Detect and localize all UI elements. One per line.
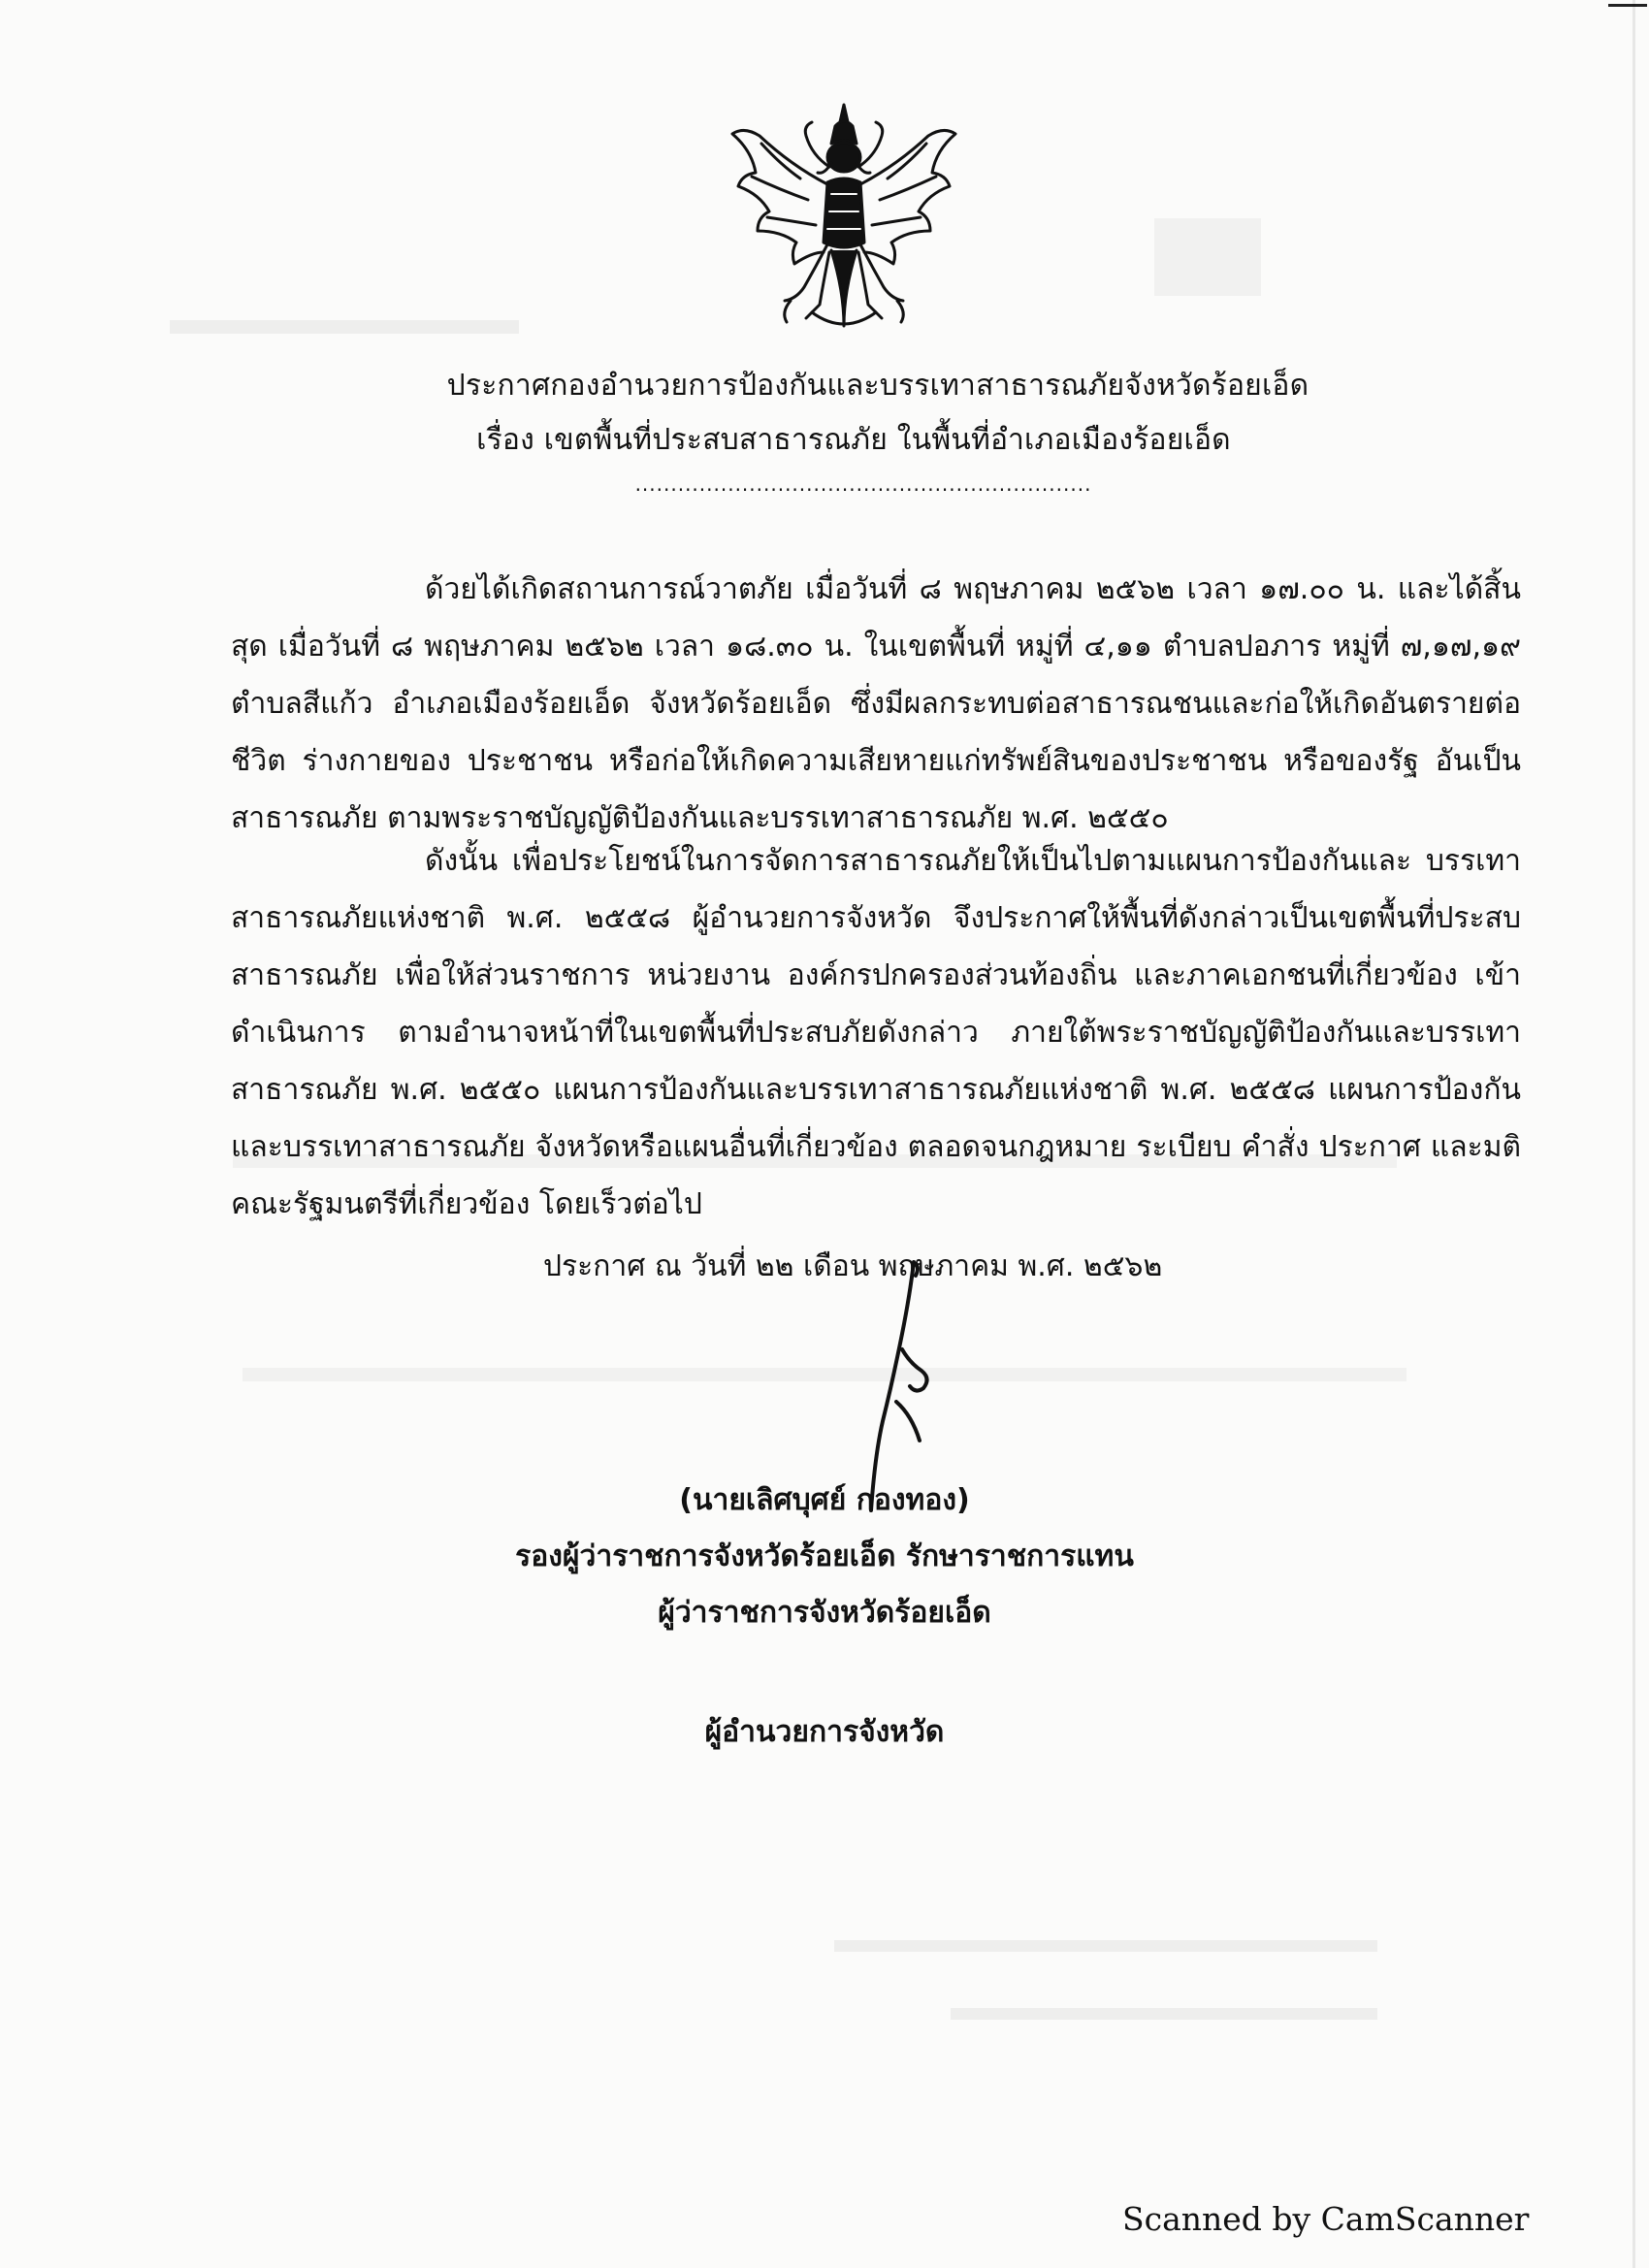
signature-block bbox=[0, 1473, 1649, 1641]
scan-edge-line bbox=[1633, 0, 1635, 2268]
signer-position: รองผู้ว่าราชการจังหวัดร้อยเอ็ด รักษาราชการแทน bbox=[515, 1539, 1134, 1573]
announcement-subject: เรื่อง เขตพื้นที่ประสบสาธารณภัย ในพื้นที่อำเภอเมืองร้อยเอ็ด bbox=[476, 423, 1231, 457]
scan-edge-mark bbox=[1608, 4, 1647, 7]
scanner-watermark: Scanned by CamScanner bbox=[1122, 2200, 1530, 2238]
body-paragraph-1: ด้วยได้เกิดสถานการณ์วาตภัย เมื่อวันที่ ๘ พฤษภาคม ๒๕๖๒ เวลา ๑๗.๐๐ น. และได้สิ้นสุด เมื่อวันที่ ๘ พฤษภาคม ๒๕๖๒ เวลา ๑๘.๓๐ น. ในเขตพื้นที่ หมู่ที่ ๔,๑๑ ตำบลปอภาร หมู่ที่ ๗,๑๗,๑๙ ตำบลสีแก้ว อำเภอเมืองร้อยเอ็ด จังหวัดร้อยเอ็ด ซึ่งมีผลกระทบต่อสาธารณชนและก่อให้เกิดอันตรายต่อชีวิต ร่างกายของ ประชาชน หรือก่อให้เกิดความเสียหายแก่ทรัพย์สินของประชาชน หรือของรัฐ อันเป็นสาธารณภัย ตามพระราชบัญญัติป้องกันและบรรเทาสาธารณภัย พ.ศ. ๒๕๕๐ bbox=[231, 572, 1521, 835]
document-header bbox=[0, 359, 1649, 495]
show-through-artifact bbox=[242, 1368, 1406, 1381]
body-paragraph-2: ดังนั้น เพื่อประโยชน์ในการจัดการสาธารณภัยให้เป็นไปตามแผนการป้องกันและ บรรเทาสาธารณภัยแห่งชาติ พ.ศ. ๒๕๕๘ ผู้อำนวยการจังหวัด จึงประกาศให้พื้นที่ดังกล่าวเป็นเขตพื้นที่ประสบ สาธารณภัย เพื่อให้ส่วนราชการ หน่วยงาน องค์กรปกครองส่วนท้องถิ่น และภาคเอกชนที่เกี่ยวข้อง เข้าดำเนินการ ตามอำนาจหน้าที่ในเขตพื้นที่ประสบภัยดังกล่าว ภายใต้พระราชบัญญัติป้องกันและบรรเทาสาธารณภัย พ.ศ. ๒๕๕๐ แผนการป้องกันและบรรเทาสาธารณภัยแห่งชาติ พ.ศ. ๒๕๕๘ แผนการป้องกันและบรรเทาสาธารณภัย จังหวัดหรือแผนอื่นที่เกี่ยวข้อง ตลอดจนกฎหมาย ระเบียบ คำสั่ง ประกาศ และมติคณะรัฐมนตรีที่เกี่ยวข้อง โดยเร็วต่อไป bbox=[231, 844, 1521, 1221]
show-through-artifact bbox=[1154, 218, 1261, 296]
show-through-artifact bbox=[951, 2008, 1377, 2020]
announcement-date: ประกาศ ณ วันที่ ๒๒ เดือน พฤษภาคม พ.ศ. ๒๕๖๒ bbox=[543, 1249, 1163, 1283]
show-through-artifact bbox=[170, 320, 519, 334]
title-separator: ................................................................ bbox=[634, 472, 1092, 496]
signer-role: ผู้อำนวยการจังหวัด bbox=[704, 1715, 945, 1749]
signer-acting-position: ผู้ว่าราชการจังหวัดร้อยเอ็ด bbox=[658, 1596, 991, 1630]
show-through-artifact bbox=[834, 1940, 1377, 1952]
signer-name: (นายเลิศบุศย์ กองทอง) bbox=[679, 1483, 970, 1517]
announcement-title: ประกาศกองอำนวยการป้องกันและบรรเทาสาธารณภัยจังหวัดร้อยเอ็ด bbox=[446, 369, 1310, 403]
garuda-emblem-icon bbox=[723, 97, 965, 340]
